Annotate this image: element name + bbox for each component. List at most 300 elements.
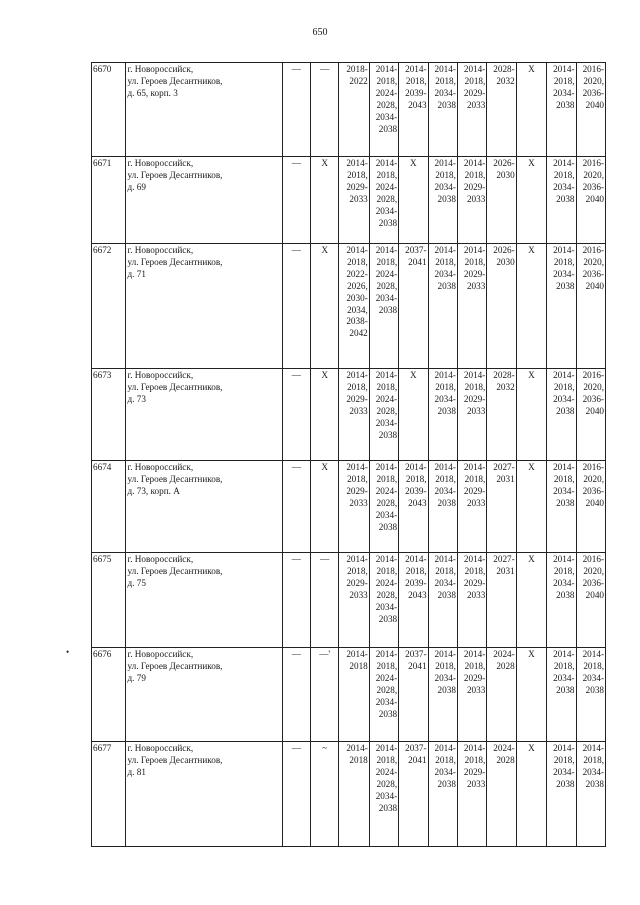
- cell-line: 2038: [556, 684, 575, 695]
- row-number-cell: 6673: [92, 369, 126, 461]
- cell-line: 2028: [496, 660, 515, 671]
- cell-line: 2038: [585, 778, 604, 789]
- cell-line: 2038-: [346, 316, 368, 327]
- row-number-cell: 6672: [92, 244, 126, 369]
- years-cell: [576, 63, 606, 157]
- cell-line: 2014-: [434, 462, 456, 472]
- cell-line: 2040: [585, 99, 604, 110]
- years-cell: [487, 63, 516, 157]
- row-number-cell: 6675: [92, 553, 126, 648]
- years-cell: [339, 244, 369, 369]
- cell-line: 2014-: [553, 158, 575, 168]
- cell-line: 2018,: [376, 169, 398, 180]
- years-cell: [457, 63, 486, 157]
- years-cell: [487, 157, 516, 244]
- years-cell: [369, 553, 398, 648]
- cell-line: 2018,: [376, 660, 398, 671]
- cell-line: 2038: [556, 99, 575, 110]
- years-cell: [339, 63, 369, 157]
- cell-line: ул. Героев Десантников,: [127, 473, 223, 484]
- cell-line: 2014-: [434, 64, 456, 74]
- cell-line: 2034-: [553, 87, 575, 98]
- cell-line: 2039-: [405, 577, 427, 588]
- table-row: [92, 553, 606, 648]
- cell-line: 2018,: [435, 473, 456, 484]
- cell-line: 2016-: [582, 554, 604, 564]
- address-cell: [126, 553, 282, 648]
- years-cell: [399, 63, 428, 157]
- cell-line: 2014-: [434, 554, 456, 564]
- cell-line: 2018,: [553, 75, 575, 86]
- cell-line: 2018,: [464, 565, 486, 576]
- cell-line: 2034-: [434, 485, 456, 496]
- table-row: [92, 461, 606, 553]
- row-number-cell: 6670: [92, 63, 126, 157]
- cell-line: 2028,: [376, 589, 398, 600]
- years-cell: [428, 461, 457, 553]
- cell-line: 2014-: [346, 649, 368, 659]
- cell-line: 2029-: [463, 672, 486, 683]
- cell-line: 2026-: [493, 158, 515, 168]
- cell-line: 2014-: [463, 554, 486, 564]
- mark-cell: —': [310, 648, 338, 742]
- cell-line: 2038: [437, 778, 456, 789]
- cell-line: 2020,: [583, 473, 604, 484]
- years-cell: [576, 648, 606, 742]
- cell-line: 2016-: [582, 370, 604, 380]
- years-cell: [339, 553, 369, 648]
- mark-cell: —: [282, 157, 310, 244]
- cell-line: 2028,: [376, 99, 398, 110]
- cell-line: 2030: [496, 256, 515, 267]
- cell-line: 2018,: [405, 565, 427, 576]
- cell-line: 2024-: [375, 87, 398, 98]
- mark-cell: —: [310, 553, 338, 648]
- cell-line: д. 65, корп. 3: [127, 87, 178, 98]
- cell-line: 2014-: [463, 158, 486, 168]
- cell-line: 2026,: [347, 280, 368, 291]
- years-cell: [487, 648, 516, 742]
- table-row: [92, 157, 606, 244]
- cell-line: 2018,: [435, 565, 456, 576]
- mark-cell: X: [516, 63, 546, 157]
- cell-line: 2028,: [376, 684, 398, 695]
- years-cell: [457, 648, 486, 742]
- cell-line: 2018,: [583, 754, 604, 765]
- cell-line: д. 71: [127, 268, 146, 279]
- cell-line: 2043: [408, 497, 427, 508]
- cell-line: 2024-: [493, 649, 515, 659]
- cell-line: 2024-: [375, 268, 398, 279]
- cell-line: 2040: [585, 497, 604, 508]
- cell-line: 2034-: [582, 766, 604, 777]
- cell-line: 2024-: [375, 672, 398, 683]
- address-cell: [126, 369, 282, 461]
- cell-line: 2018,: [553, 660, 575, 671]
- years-cell: [399, 369, 428, 461]
- cell-line: 2014-: [375, 158, 398, 168]
- cell-line: 2038: [556, 589, 575, 600]
- cell-line: 2037-: [405, 743, 427, 753]
- cell-line: 2033: [466, 778, 486, 789]
- cell-line: 2014-: [346, 554, 368, 564]
- mark-cell: —: [282, 369, 310, 461]
- cell-line: 2016-: [582, 158, 604, 168]
- cell-line: 2018,: [347, 473, 368, 484]
- mark-cell: X: [516, 461, 546, 553]
- cell-line: X: [410, 370, 417, 380]
- years-cell: [457, 244, 486, 369]
- cell-line: 2024-: [493, 743, 515, 753]
- cell-line: 2024-: [375, 577, 398, 588]
- cell-line: 2034-: [375, 292, 398, 303]
- years-cell: [547, 648, 576, 742]
- cell-line: 2034-: [434, 577, 456, 588]
- row-number-cell: 6677: [92, 742, 126, 847]
- cell-line: 2014-: [375, 649, 398, 659]
- cell-line: 2041: [408, 256, 427, 267]
- cell-line: 2014-: [375, 64, 398, 74]
- cell-line: 2018,: [376, 256, 398, 267]
- cell-line: 2018,: [553, 473, 575, 484]
- years-cell: [457, 461, 486, 553]
- cell-line: 2029-: [463, 577, 486, 588]
- cell-line: 2027-: [493, 554, 515, 564]
- cell-line: 2034-: [553, 485, 575, 496]
- years-cell: [487, 553, 516, 648]
- cell-line: 2014-: [346, 743, 368, 753]
- cell-line: 2028,: [376, 778, 398, 789]
- cell-line: 2038: [585, 684, 604, 695]
- years-cell: [339, 461, 369, 553]
- cell-line: 2014-: [463, 370, 486, 380]
- cell-line: 2014-: [434, 743, 456, 753]
- cell-line: 2014-: [434, 649, 456, 659]
- cell-line: 2034-: [582, 672, 604, 683]
- mark-cell: —: [282, 461, 310, 553]
- cell-line: 2034,: [347, 304, 368, 315]
- table-row: [92, 244, 606, 369]
- cell-line: 2038: [556, 497, 575, 508]
- address-cell: [126, 648, 282, 742]
- cell-line: 2018,: [464, 75, 486, 86]
- cell-line: 2018: [349, 754, 368, 765]
- cell-line: 2018,: [553, 169, 575, 180]
- cell-line: г. Новороссийск,: [127, 554, 194, 564]
- address-cell: [126, 461, 282, 553]
- cell-line: 2020,: [583, 565, 604, 576]
- cell-line: 2029-: [463, 766, 486, 777]
- years-cell: [428, 157, 457, 244]
- cell-line: 2041: [408, 660, 427, 671]
- cell-line: 2018,: [347, 565, 368, 576]
- cell-line: 2018,: [553, 256, 575, 267]
- cell-line: 2014-: [553, 649, 575, 659]
- years-cell: [547, 157, 576, 244]
- years-cell: [457, 553, 486, 648]
- cell-line: д. 79: [127, 672, 146, 683]
- cell-line: 2029-: [346, 485, 368, 496]
- cell-line: 2038: [378, 613, 398, 624]
- cell-line: д. 73, корп. А: [127, 485, 180, 496]
- cell-line: 2018,: [376, 473, 398, 484]
- years-cell: [487, 461, 516, 553]
- cell-line: 2029-: [346, 577, 368, 588]
- cell-line: 2014-: [553, 554, 575, 564]
- years-cell: [428, 63, 457, 157]
- cell-line: 2020,: [583, 169, 604, 180]
- cell-line: г. Новороссийск,: [127, 370, 194, 380]
- cell-line: 2034-: [375, 111, 398, 122]
- years-cell: [369, 742, 398, 847]
- cell-line: 2039-: [405, 485, 427, 496]
- years-cell: [576, 157, 606, 244]
- cell-line: 2041: [408, 754, 427, 765]
- cell-line: 2014-: [463, 462, 486, 472]
- cell-line: 2014-: [434, 158, 456, 168]
- cell-line: 2018,: [435, 660, 456, 671]
- cell-line: 2034-: [375, 790, 398, 801]
- cell-line: 2014-: [553, 64, 575, 74]
- cell-line: 2034-: [434, 268, 456, 279]
- cell-line: 2038: [437, 589, 456, 600]
- cell-line: д. 75: [127, 577, 146, 588]
- years-cell: [339, 648, 369, 742]
- cell-line: 2030-: [346, 292, 368, 303]
- mark-cell: X: [516, 369, 546, 461]
- mark-cell: X: [516, 553, 546, 648]
- cell-line: 2038: [378, 521, 398, 532]
- cell-line: 2036-: [582, 268, 604, 279]
- cell-line: 2014-: [463, 245, 486, 255]
- cell-line: 2020,: [583, 75, 604, 86]
- years-cell: [399, 461, 428, 553]
- cell-line: 2040: [585, 280, 604, 291]
- years-cell: [457, 157, 486, 244]
- cell-line: г. Новороссийск,: [127, 649, 194, 659]
- cell-line: 2033: [466, 684, 486, 695]
- cell-line: 2014-: [375, 245, 398, 255]
- cell-line: 2029-: [463, 181, 486, 192]
- cell-line: 2018,: [405, 75, 427, 86]
- cell-line: 2038: [437, 193, 456, 204]
- years-cell: [339, 742, 369, 847]
- cell-line: 2014-: [553, 743, 575, 753]
- years-cell: [576, 553, 606, 648]
- mark-cell: —: [282, 553, 310, 648]
- cell-line: 2038: [378, 708, 398, 719]
- cell-line: 2018,: [464, 754, 486, 765]
- cell-line: 2018: [349, 660, 368, 671]
- cell-line: 2034-: [553, 181, 575, 192]
- registry-table: [91, 62, 606, 847]
- cell-line: 2038: [556, 280, 575, 291]
- cell-line: 2029-: [463, 87, 486, 98]
- cell-line: 2038: [437, 280, 456, 291]
- cell-line: 2034-: [375, 696, 398, 707]
- cell-line: д. 73: [127, 393, 146, 404]
- table-body: [92, 63, 606, 847]
- cell-line: 2033: [466, 589, 486, 600]
- cell-line: 2036-: [582, 485, 604, 496]
- cell-line: 2018,: [464, 169, 486, 180]
- table-row: [92, 648, 606, 742]
- years-cell: [428, 742, 457, 847]
- cell-line: 2014-: [553, 462, 575, 472]
- years-cell: [369, 244, 398, 369]
- years-cell: [547, 553, 576, 648]
- cell-line: 2016-: [582, 245, 604, 255]
- cell-line: 2033: [349, 193, 368, 204]
- cell-line: 2018,: [405, 473, 427, 484]
- cell-line: 2029-: [463, 485, 486, 496]
- years-cell: [576, 369, 606, 461]
- cell-line: 2028,: [376, 405, 398, 416]
- cell-line: 2018,: [553, 754, 575, 765]
- cell-line: 2014-: [463, 649, 486, 659]
- years-cell: [547, 461, 576, 553]
- years-cell: [547, 369, 576, 461]
- cell-line: д. 81: [127, 766, 146, 777]
- cell-line: 2034-: [434, 672, 456, 683]
- mark-cell: X: [516, 244, 546, 369]
- cell-line: 2038: [556, 405, 575, 416]
- cell-line: 2034-: [375, 601, 398, 612]
- mark-cell: ~: [310, 742, 338, 847]
- cell-line: 2033: [349, 589, 368, 600]
- years-cell: [576, 461, 606, 553]
- cell-line: 2014-: [553, 370, 575, 380]
- cell-line: ул. Героев Десантников,: [127, 754, 223, 765]
- cell-line: 2018,: [435, 75, 456, 86]
- years-cell: [369, 648, 398, 742]
- cell-line: 2014-: [375, 370, 398, 380]
- cell-line: 2024-: [375, 181, 398, 192]
- cell-line: 2014-: [346, 462, 368, 472]
- cell-line: 2022-: [346, 268, 368, 279]
- cell-line: 2014-: [375, 743, 398, 753]
- cell-line: 2024-: [375, 485, 398, 496]
- cell-line: 2022: [349, 75, 368, 86]
- cell-line: 2014-: [405, 64, 427, 74]
- years-cell: [487, 244, 516, 369]
- cell-line: 2036-: [582, 181, 604, 192]
- cell-line: 2043: [408, 589, 427, 600]
- years-cell: [369, 157, 398, 244]
- cell-line: 2018,: [376, 565, 398, 576]
- cell-line: 2018,: [347, 169, 368, 180]
- cell-line: 2018,: [464, 256, 486, 267]
- cell-line: 2014-: [346, 158, 368, 168]
- cell-line: 2032: [496, 75, 515, 86]
- cell-line: 2020,: [583, 381, 604, 392]
- years-cell: [487, 369, 516, 461]
- cell-line: 2034-: [375, 417, 398, 428]
- cell-line: 2037-: [405, 245, 427, 255]
- years-cell: [369, 461, 398, 553]
- cell-line: 2014-: [375, 554, 398, 564]
- years-cell: [399, 157, 428, 244]
- row-number-cell: 6676: [92, 648, 126, 742]
- cell-line: 2026-: [493, 245, 515, 255]
- cell-line: 2028,: [376, 497, 398, 508]
- cell-line: 2034-: [434, 393, 456, 404]
- years-cell: [487, 742, 516, 847]
- cell-line: 2018,: [553, 565, 575, 576]
- cell-line: 2038: [556, 778, 575, 789]
- cell-line: 2040: [585, 193, 604, 204]
- cell-line: 2033: [466, 280, 486, 291]
- cell-line: 2018,: [583, 660, 604, 671]
- table-row: [92, 63, 606, 157]
- cell-line: 2014-: [463, 743, 486, 753]
- cell-line: 2024-: [375, 393, 398, 404]
- cell-line: 2029-: [346, 393, 368, 404]
- page-number: 650: [312, 27, 328, 38]
- cell-line: 2014-: [582, 649, 604, 659]
- years-cell: [576, 742, 606, 847]
- cell-line: г. Новороссийск,: [127, 158, 194, 168]
- cell-line: 2018,: [347, 256, 368, 267]
- stray-mark: •: [66, 647, 70, 657]
- cell-line: 2014-: [463, 64, 486, 74]
- cell-line: 2031: [496, 565, 515, 576]
- cell-line: 2038: [437, 405, 456, 416]
- years-cell: [547, 742, 576, 847]
- cell-line: д. 69: [127, 181, 146, 192]
- cell-line: 2028,: [376, 280, 398, 291]
- cell-line: 2018,: [464, 381, 486, 392]
- cell-line: 2038: [437, 497, 456, 508]
- mark-cell: —: [282, 63, 310, 157]
- cell-line: 2033: [466, 99, 486, 110]
- cell-line: 2028,: [376, 193, 398, 204]
- cell-line: г. Новороссийск,: [127, 462, 194, 472]
- mark-cell: X: [310, 369, 338, 461]
- cell-line: 2036-: [582, 577, 604, 588]
- cell-line: 2018,: [376, 75, 398, 86]
- cell-line: 2016-: [582, 462, 604, 472]
- cell-line: 2034-: [434, 766, 456, 777]
- cell-line: 2018,: [376, 381, 398, 392]
- years-cell: [457, 369, 486, 461]
- table-row: [92, 742, 606, 847]
- cell-line: 2018,: [435, 256, 456, 267]
- cell-line: 2038: [556, 193, 575, 204]
- cell-line: 2034-: [375, 509, 398, 520]
- mark-cell: —: [282, 648, 310, 742]
- years-cell: [339, 157, 369, 244]
- cell-line: 2032: [496, 381, 515, 392]
- cell-line: 2018,: [553, 381, 575, 392]
- table-row: [92, 369, 606, 461]
- cell-line: 2024-: [375, 766, 398, 777]
- mark-cell: —: [282, 742, 310, 847]
- cell-line: 2034-: [434, 87, 456, 98]
- cell-line: 2034-: [553, 268, 575, 279]
- cell-line: 2014-: [346, 370, 368, 380]
- cell-line: 2033: [466, 497, 486, 508]
- cell-line: 2033: [466, 193, 486, 204]
- cell-line: 2038: [378, 217, 398, 228]
- cell-line: ул. Героев Десантников,: [127, 660, 223, 671]
- cell-line: г. Новороссийск,: [127, 245, 194, 255]
- cell-line: 2029-: [463, 393, 486, 404]
- years-cell: [428, 648, 457, 742]
- years-cell: [576, 244, 606, 369]
- years-cell: [399, 648, 428, 742]
- cell-line: 2042: [349, 328, 368, 339]
